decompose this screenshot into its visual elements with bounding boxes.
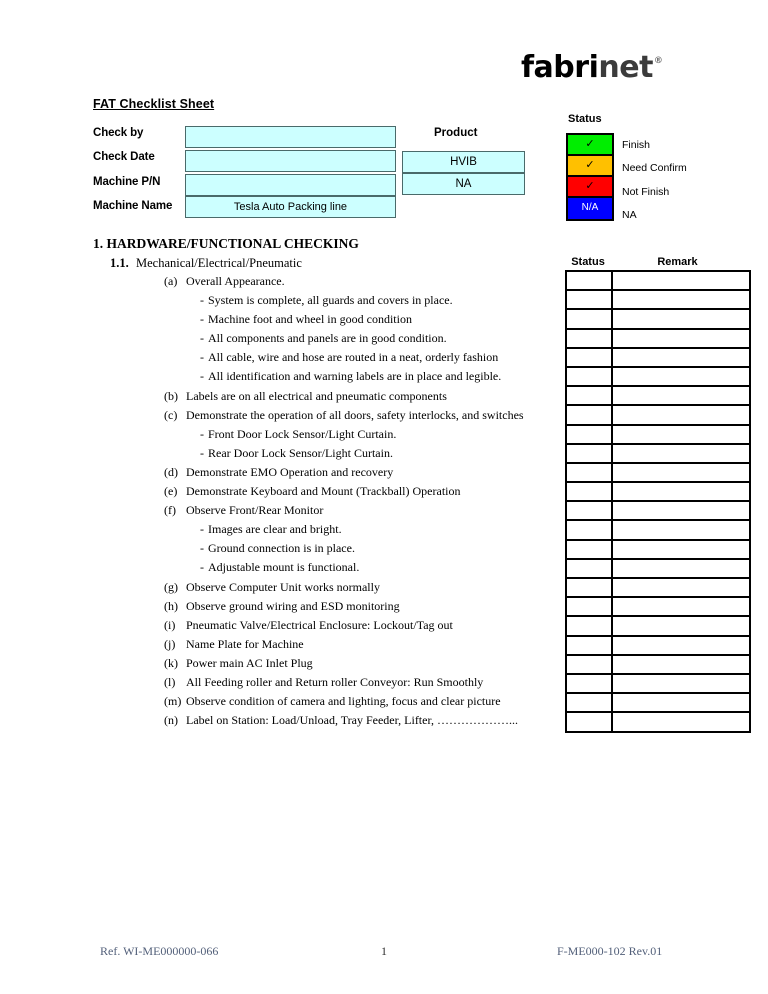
checklist-item-text: All Feeding roller and Return roller Conveyor: Run Smoothly xyxy=(186,674,484,689)
checklist-item xyxy=(0,637,560,656)
checklist-item-marker: - xyxy=(200,560,204,575)
remark-cell[interactable] xyxy=(612,386,750,405)
checklist-item xyxy=(0,427,560,446)
checklist-item xyxy=(0,503,560,522)
checklist-item-marker: - xyxy=(200,350,204,365)
input-product-model[interactable]: HVIB xyxy=(402,151,525,173)
checklist-item-marker: - xyxy=(200,331,204,346)
status-cell[interactable] xyxy=(566,367,612,386)
remark-cell[interactable] xyxy=(612,271,750,290)
status-legend xyxy=(566,133,614,221)
label-machine-pn: Machine P/N xyxy=(93,176,161,188)
status-legend-label-need-confirm: Need Confirm xyxy=(622,162,687,174)
label-product: Product xyxy=(434,127,478,139)
checklist-item-text: Label on Station: Load/Unload, Tray Feeder, Lifter, ………………... xyxy=(186,713,518,728)
table-row xyxy=(566,482,750,501)
table-row xyxy=(566,348,750,367)
status-cell[interactable] xyxy=(566,655,612,674)
checklist-item-text: Overall Appearance. xyxy=(186,274,285,288)
checklist-item xyxy=(0,446,560,465)
table-row xyxy=(566,616,750,635)
checklist-item-text: Observe condition of camera and lighting, focus and clear picture xyxy=(186,694,501,709)
checklist-item xyxy=(0,618,560,637)
status-remark-table xyxy=(565,270,751,733)
section-1-heading: 1. HARDWARE/FUNCTIONAL CHECKING xyxy=(93,236,359,251)
remark-cell[interactable] xyxy=(612,405,750,424)
checklist-item-marker: (h) xyxy=(164,598,178,613)
checklist-item-text: Labels are on all electrical and pneumatic components xyxy=(186,388,447,403)
status-cell[interactable] xyxy=(566,463,612,482)
label-machine-name: Machine Name xyxy=(93,200,173,212)
remark-cell[interactable] xyxy=(612,693,750,712)
section-1-1-heading: Mechanical/Electrical/Pneumatic xyxy=(136,256,302,270)
logo-text-green: fabri xyxy=(521,50,599,85)
footer-page-number: 1 xyxy=(381,944,387,958)
status-legend-label-not-finish: Not Finish xyxy=(622,186,670,198)
status-cell[interactable] xyxy=(566,425,612,444)
table-row xyxy=(566,309,750,328)
checklist-item-text: Observe ground wiring and ESD monitoring xyxy=(186,598,400,613)
remark-cell[interactable] xyxy=(612,348,750,367)
checklist-item xyxy=(0,656,560,675)
remark-cell[interactable] xyxy=(612,674,750,693)
table-row xyxy=(566,386,750,405)
checklist-item-text: Observe Computer Unit works normally xyxy=(186,579,380,594)
checklist-item-marker: (l) xyxy=(164,674,176,689)
status-table-body xyxy=(566,271,750,732)
checklist-item-text: All cable, wire and hose are routed in a neat, orderly fashion xyxy=(208,350,499,365)
remark-cell[interactable] xyxy=(612,636,750,655)
table-row xyxy=(566,290,750,309)
checklist-item xyxy=(0,560,560,579)
table-row xyxy=(566,540,750,559)
remark-cell[interactable] xyxy=(612,309,750,328)
logo-text-dark: net xyxy=(598,50,653,85)
checklist-item xyxy=(0,580,560,599)
status-cell[interactable] xyxy=(566,329,612,348)
table-header-status: Status xyxy=(571,256,605,268)
page-title: FAT Checklist Sheet xyxy=(93,97,215,111)
checklist-item-text: Power main AC Inlet Plug xyxy=(186,655,313,670)
checklist-item xyxy=(0,522,560,541)
table-row xyxy=(566,693,750,712)
checklist-item-marker: (a) xyxy=(164,274,178,288)
checklist-item-marker: (e) xyxy=(164,484,178,499)
checklist-item-text: Ground connection is in place. xyxy=(208,541,355,556)
checklist-item-marker: (b) xyxy=(164,388,178,403)
table-row xyxy=(566,463,750,482)
footer-form-number: F-ME000-102 Rev.01 xyxy=(557,944,663,958)
input-check-date[interactable] xyxy=(185,150,396,172)
checklist-item xyxy=(0,274,560,293)
checklist-item-text: Images are clear and bright. xyxy=(208,522,342,537)
status-cell[interactable] xyxy=(566,616,612,635)
checklist-item xyxy=(0,713,560,732)
section-1-1-number: 1.1. xyxy=(110,256,129,270)
status-cell[interactable] xyxy=(566,520,612,539)
checklist-item-marker: (m) xyxy=(164,694,182,709)
remark-cell[interactable] xyxy=(612,501,750,520)
checklist-item xyxy=(0,465,560,484)
registered-trademark-icon: ® xyxy=(653,56,663,66)
checklist-item-text: Front Door Lock Sensor/Light Curtain. xyxy=(208,426,397,441)
label-check-by: Check by xyxy=(93,127,144,139)
status-cell[interactable] xyxy=(566,482,612,501)
checklist-item-text: Demonstrate the operation of all doors, safety interlocks, and switches xyxy=(186,407,524,422)
status-cell[interactable] xyxy=(566,290,612,309)
checklist-item-text: Observe Front/Rear Monitor xyxy=(186,503,324,518)
table-row xyxy=(566,674,750,693)
table-row xyxy=(566,271,750,290)
table-row xyxy=(566,444,750,463)
remark-cell[interactable] xyxy=(612,329,750,348)
input-machine-pn[interactable] xyxy=(185,174,396,196)
status-cell[interactable] xyxy=(566,597,612,616)
checklist-item-text: All components and panels are in good condition. xyxy=(208,331,447,346)
checklist-item-text: Demonstrate EMO Operation and recovery xyxy=(186,464,394,479)
status-legend-label-na: NA xyxy=(622,209,637,221)
checklist-item xyxy=(0,331,560,350)
table-row xyxy=(566,636,750,655)
check-icon: ✓ xyxy=(585,159,595,171)
remark-cell[interactable] xyxy=(612,425,750,444)
table-row xyxy=(566,329,750,348)
checklist-item-text: All identification and warning labels are in place and legible. xyxy=(208,369,502,384)
status-cell[interactable] xyxy=(566,271,612,290)
status-cell[interactable] xyxy=(566,693,612,712)
checklist-item-marker: (d) xyxy=(164,464,178,479)
status-cell[interactable] xyxy=(566,309,612,328)
checklist-item-text: Machine foot and wheel in good condition xyxy=(208,312,412,327)
input-product-variant[interactable]: NA xyxy=(402,173,525,195)
fabrinet-logo xyxy=(521,44,662,85)
remark-cell[interactable] xyxy=(612,367,750,386)
footer-reference: Ref. WI-ME000000-066 xyxy=(100,944,219,958)
table-row xyxy=(566,712,750,731)
checklist-item-text: Name Plate for Machine xyxy=(186,636,304,651)
checklist-items xyxy=(0,274,560,732)
table-row xyxy=(566,559,750,578)
status-legend-title: Status xyxy=(568,113,602,125)
checklist-item xyxy=(0,484,560,503)
checklist-item-marker: (f) xyxy=(164,503,176,518)
checklist-item xyxy=(0,293,560,312)
status-swatch-na: N/A xyxy=(568,198,612,219)
checklist-item xyxy=(0,675,560,694)
input-machine-name[interactable]: Tesla Auto Packing line xyxy=(185,196,396,218)
status-cell[interactable] xyxy=(566,578,612,597)
checklist-item-text: Pneumatic Valve/Electrical Enclosure: Lockout/Tag out xyxy=(186,617,453,632)
table-row xyxy=(566,520,750,539)
table-row xyxy=(566,405,750,424)
status-cell[interactable] xyxy=(566,405,612,424)
check-icon: ✓ xyxy=(585,138,595,150)
status-cell[interactable] xyxy=(566,636,612,655)
checklist-item-marker: - xyxy=(200,541,204,556)
remark-cell[interactable] xyxy=(612,616,750,635)
status-swatch-need-confirm xyxy=(568,156,612,177)
checklist-item-text: Rear Door Lock Sensor/Light Curtain. xyxy=(208,445,393,460)
checklist-item-marker: - xyxy=(200,369,204,384)
checklist-item xyxy=(0,694,560,713)
checklist-item xyxy=(0,369,560,388)
table-row xyxy=(566,597,750,616)
checklist-item-marker: - xyxy=(200,522,204,537)
checklist-item-marker: (c) xyxy=(164,407,178,422)
table-row xyxy=(566,367,750,386)
checklist-item-marker: - xyxy=(200,426,204,441)
remark-cell[interactable] xyxy=(612,482,750,501)
remark-cell[interactable] xyxy=(612,290,750,309)
status-swatch-not-finish xyxy=(568,177,612,198)
remark-cell[interactable] xyxy=(612,444,750,463)
check-icon: ✓ xyxy=(585,180,595,192)
status-cell[interactable] xyxy=(566,559,612,578)
table-row xyxy=(566,501,750,520)
status-cell[interactable] xyxy=(566,674,612,693)
status-cell[interactable] xyxy=(566,348,612,367)
checklist-item xyxy=(0,599,560,618)
checklist-item xyxy=(0,541,560,560)
checklist-item-marker: (i) xyxy=(164,617,176,632)
label-check-date: Check Date xyxy=(93,151,155,163)
checklist-item-text: Demonstrate Keyboard and Mount (Trackball) Operation xyxy=(186,484,461,499)
status-cell[interactable] xyxy=(566,712,612,731)
checklist-item-marker: (k) xyxy=(164,655,178,670)
status-cell[interactable] xyxy=(566,444,612,463)
table-row xyxy=(566,578,750,597)
status-swatch-finish xyxy=(568,135,612,156)
status-cell[interactable] xyxy=(566,386,612,405)
checklist-item-marker: (j) xyxy=(164,636,176,651)
status-legend-label-finish: Finish xyxy=(622,139,651,151)
checklist-item-marker: - xyxy=(200,445,204,460)
checklist-item-text: System is complete, all guards and covers in place. xyxy=(208,293,453,308)
table-header-remark: Remark xyxy=(657,256,698,268)
remark-cell[interactable] xyxy=(612,559,750,578)
checklist-item-marker: (g) xyxy=(164,579,178,594)
checklist-item-text: Adjustable mount is functional. xyxy=(208,560,360,575)
remark-cell[interactable] xyxy=(612,578,750,597)
status-cell[interactable] xyxy=(566,540,612,559)
remark-cell[interactable] xyxy=(612,597,750,616)
status-cell[interactable] xyxy=(566,501,612,520)
checklist-item-marker: - xyxy=(200,293,204,308)
remark-cell[interactable] xyxy=(612,463,750,482)
checklist-item xyxy=(0,312,560,331)
input-check-by[interactable] xyxy=(185,126,396,148)
remark-cell[interactable] xyxy=(612,655,750,674)
remark-cell[interactable] xyxy=(612,540,750,559)
checklist-item-marker: (n) xyxy=(164,713,178,728)
checklist-item xyxy=(0,350,560,369)
table-row xyxy=(566,425,750,444)
table-row xyxy=(566,655,750,674)
checklist-item xyxy=(0,408,560,427)
remark-cell[interactable] xyxy=(612,712,750,731)
checklist-item-marker: - xyxy=(200,312,204,327)
checklist-item xyxy=(0,389,560,408)
remark-cell[interactable] xyxy=(612,520,750,539)
